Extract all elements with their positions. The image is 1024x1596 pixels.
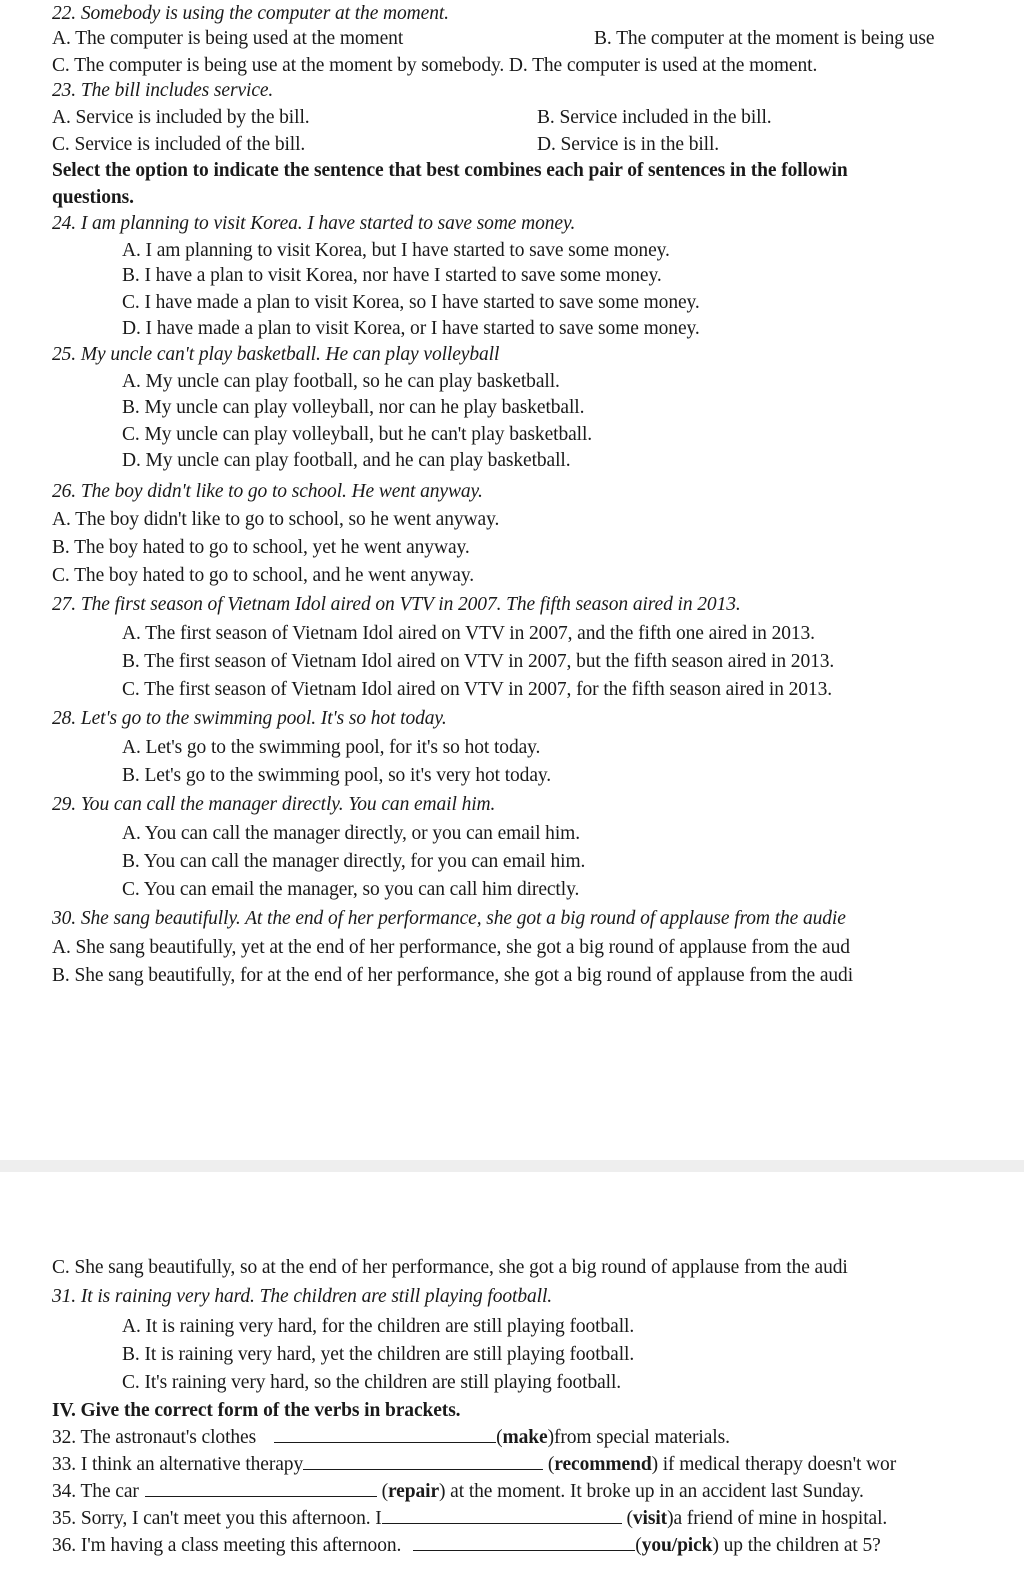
question-23-option-d: D. Service is in the bill. <box>537 134 720 155</box>
section-instruction-cont: questions. <box>52 187 134 208</box>
question-29-option-b: B. You can call the manager directly, for you can email him. <box>122 851 586 872</box>
question-32-text: 32. The astronaut's clothes <box>52 1427 257 1448</box>
question-30-option-c: C. She sang beautifully, so at the end of her performance, she got a big round of applause from the audi <box>52 1257 848 1278</box>
question-34-tail: at the moment. It broke up in an accident last Sunday. <box>445 1481 864 1502</box>
question-26-option-a: A. The boy didn't like to go to school, so he went anyway. <box>52 509 500 530</box>
question-23-option-c: C. Service is included of the bill. <box>52 134 306 155</box>
question-23-option-b: B. Service included in the bill. <box>537 107 772 128</box>
question-27-option-b: B. The first season of Vietnam Idol aired on VTV in 2007, but the fifth season aired in 2013. <box>122 651 835 672</box>
verb-33: recommend <box>554 1454 652 1475</box>
question-24-option-b: B. I have a plan to visit Korea, nor have I started to save some money. <box>122 265 662 286</box>
question-36-tail: up the children at 5? <box>718 1535 881 1556</box>
question-35: 35. Sorry, I can't meet you this afternoon. I (visit)a friend of mine in hospital. <box>52 1508 888 1529</box>
section-instruction: Select the option to indicate the sentence that best combines each pair of sentences in the followin <box>52 160 848 181</box>
question-36: 36. I'm having a class meeting this afternoon. (you/pick) up the children at 5? <box>52 1535 881 1556</box>
question-33-text: 33. I think an alternative therapy <box>52 1454 304 1475</box>
question-31-option-a: A. It is raining very hard, for the children are still playing football. <box>122 1316 635 1337</box>
question-29-option-a: A. You can call the manager directly, or you can email him. <box>122 823 580 844</box>
question-29-option-c: C. You can email the manager, so you can call him directly. <box>122 879 580 900</box>
question-34-text: 34. The car <box>52 1481 139 1502</box>
question-25-option-d: D. My uncle can play football, and he can play basketball. <box>122 450 571 471</box>
question-23-stem: 23. The bill includes service. <box>52 80 274 101</box>
question-26-option-c: C. The boy hated to go to school, and he went anyway. <box>52 565 474 586</box>
question-33: 33. I think an alternative therapy (recommend) if medical therapy doesn't wor <box>52 1454 897 1475</box>
question-30-stem: 30. She sang beautifully. At the end of her performance, she got a big round of applause from the audie <box>52 908 846 929</box>
question-27-option-a: A. The first season of Vietnam Idol aired on VTV in 2007, and the fifth one aired in 2013. <box>122 623 815 644</box>
verb-32: make <box>502 1427 548 1448</box>
question-27-option-c: C. The first season of Vietnam Idol aired on VTV in 2007, for the fifth season aired in 2013. <box>122 679 832 700</box>
question-34: 34. The car (repair) at the moment. It broke up in an accident last Sunday. <box>52 1481 864 1502</box>
answer-blank-36[interactable] <box>413 1533 635 1551</box>
answer-blank-33[interactable] <box>303 1452 543 1470</box>
question-24-stem: 24. I am planning to visit Korea. I have started to save some money. <box>52 213 576 234</box>
answer-blank-35[interactable] <box>382 1506 622 1524</box>
question-27-stem: 27. The first season of Vietnam Idol aired on VTV in 2007. The fifth season aired in 2013. <box>52 594 741 615</box>
question-35-tail: a friend of mine in hospital. <box>673 1508 888 1529</box>
question-25-option-b: B. My uncle can play volleyball, nor can he play basketball. <box>122 397 585 418</box>
question-33-tail: if medical therapy doesn't wor <box>657 1454 897 1475</box>
question-30-option-b: B. She sang beautifully, for at the end of her performance, she got a big round of applause from the audi <box>52 965 854 986</box>
question-25-stem: 25. My uncle can't play basketball. He can play volleyball <box>52 344 500 365</box>
question-31-option-b: B. It is raining very hard, yet the children are still playing football. <box>122 1344 635 1365</box>
question-25-option-c: C. My uncle can play volleyball, but he can't play basketball. <box>122 424 593 445</box>
worksheet-page-bottom <box>0 1172 1024 1596</box>
question-22-options-c-d: C. The computer is being use at the moment by somebody. D. The computer is used at the moment. <box>52 55 818 76</box>
question-26-option-b: B. The boy hated to go to school, yet he went anyway. <box>52 537 470 558</box>
part-iv-heading: IV. Give the correct form of the verbs in brackets. <box>52 1400 461 1421</box>
question-22-option-b: B. The computer at the moment is being use <box>594 28 935 49</box>
question-22-stem: 22. Somebody is using the computer at the moment. <box>52 3 449 24</box>
question-25-option-a: A. My uncle can play football, so he can play basketball. <box>122 371 560 392</box>
question-24-option-d: D. I have made a plan to visit Korea, or I have started to save some money. <box>122 318 700 339</box>
question-26-stem: 26. The boy didn't like to go to school. He went anyway. <box>52 481 483 502</box>
question-24-option-c: C. I have made a plan to visit Korea, so I have started to save some money. <box>122 292 700 313</box>
question-28-stem: 28. Let's go to the swimming pool. It's so hot today. <box>52 708 447 729</box>
question-24-option-a: A. I am planning to visit Korea, but I have started to save some money. <box>122 240 670 261</box>
question-30-option-a: A. She sang beautifully, yet at the end of her performance, she got a big round of applause from the aud <box>52 937 850 958</box>
answer-blank-34[interactable] <box>145 1479 377 1497</box>
question-32-tail: from special materials. <box>554 1427 730 1448</box>
question-35-text: 35. Sorry, I can't meet you this afternoon. I <box>52 1508 382 1529</box>
question-28-option-b: B. Let's go to the swimming pool, so it's very hot today. <box>122 765 552 786</box>
question-29-stem: 29. You can call the manager directly. You can email him. <box>52 794 496 815</box>
question-23-option-a: A. Service is included by the bill. <box>52 107 310 128</box>
answer-blank-32[interactable] <box>274 1425 496 1443</box>
question-36-text: 36. I'm having a class meeting this afternoon. <box>52 1535 402 1556</box>
question-28-option-a: A. Let's go to the swimming pool, for it's so hot today. <box>122 737 541 758</box>
question-31-stem: 31. It is raining very hard. The children are still playing football. <box>52 1286 553 1307</box>
verb-36: you/pick <box>641 1535 713 1556</box>
question-22-option-a: A. The computer is being used at the moment <box>52 28 404 49</box>
page-break-divider <box>0 1160 1024 1172</box>
question-31-option-c: C. It's raining very hard, so the children are still playing football. <box>122 1372 622 1393</box>
question-32: 32. The astronaut's clothes (make)from special materials. <box>52 1427 730 1448</box>
verb-34: repair <box>387 1481 439 1502</box>
verb-35: visit <box>632 1508 668 1529</box>
